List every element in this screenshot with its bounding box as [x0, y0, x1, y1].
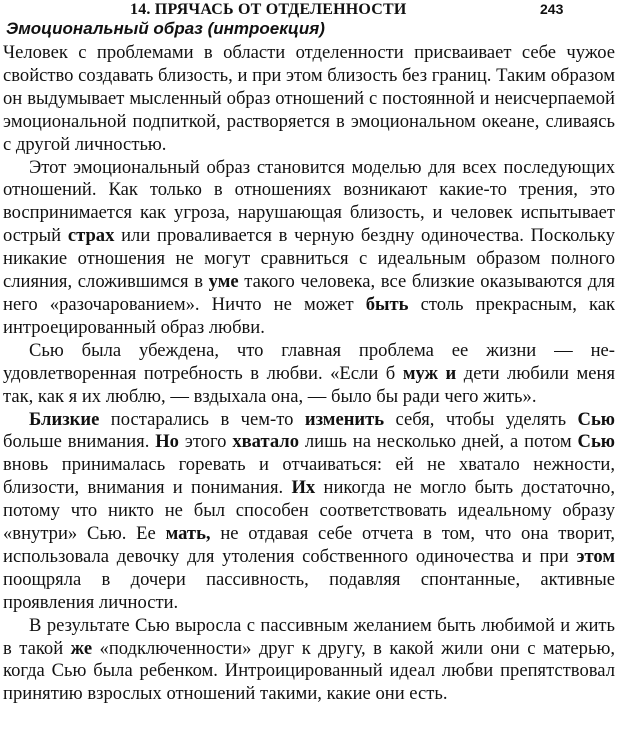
p1-text-1: Человек с проблемами в области отделенности присваивает себе чужое свойство создавать близость, и при этом близость без границ. Таким образом он выдумывает мысленный образ отношений с постоянной и неисчерпаемой эмоциональной подпиткой, растворяется в эмоциональном океане, сливаясь с другой личностью.: [3, 42, 615, 155]
p4-text-5: лишь на несколько дней, а потом: [299, 431, 578, 453]
p4-bold-7: Их: [291, 477, 316, 499]
p4-text-7: никогда не могло быть достаточно, потому что никто не был способен соответствовать идеальному образу «внутри» Сью. Ее: [3, 477, 615, 545]
p2-bold-1: страх: [67, 225, 115, 247]
paragraph-1: [3, 42, 615, 157]
p4-bold-3: Сью: [577, 408, 615, 430]
paragraph-4: [3, 409, 615, 615]
p4-text-1: постарались в чем-то: [99, 408, 305, 430]
p4-bold-5: хватало: [232, 431, 300, 453]
p4-text-2: себя, чтобы уделять: [384, 408, 578, 430]
p3-text-1: Сью была убеждена, что главная проблема ее жизни — не-удовлетворенная потребность в любви. «Если б: [3, 339, 615, 384]
paragraph-5: [3, 615, 615, 707]
p4-bold-4: Но: [155, 431, 179, 453]
p5-text-2: «подключенности» друг к другу, в какой жили они с матерью, когда Сью была ребенком. Интроицированный идеал любви препятствовал принятию взрослых отношений такими, какие они есть.: [3, 637, 615, 705]
p4-text-6: вновь принималась горевать и отчаиваться: ей не хватало нежности, близости, внимания и понимания.: [3, 454, 615, 499]
p4-bold-6: Сью: [577, 431, 615, 453]
p2-bold-2: уме: [208, 271, 239, 293]
p2-text-4: столь прекрасным, как интроецированный образ любви.: [3, 293, 615, 338]
p4-bold-1: Близкие: [29, 408, 100, 430]
p3-text-2: дети любили меня так, как я их люблю, — вздыхала она, — было бы ради чего жить».: [3, 362, 615, 407]
paragraph-2: [3, 157, 615, 340]
p4-bold-9: этом: [576, 545, 615, 567]
body-text: [3, 42, 615, 706]
p4-text-3: больше внимания.: [3, 431, 156, 453]
p2-text-3: такого человека, все близкие оказываются для него «разочарованием». Ничто не может: [3, 271, 615, 315]
section-title: Эмоциональный образ (интроекция): [6, 19, 325, 38]
p2-text-2: или проваливается в черную бездну одиночества. Поскольку никакие отношения не могут сравниться с идеальным образом полного слияния, сложившимся в: [3, 225, 615, 293]
p5-bold-1: же: [70, 637, 93, 659]
p2-text-1: Этот эмоциональный образ становится моделью для всех последующих отношений. Как только в отношениях возникают какие-то трения, это воспринимается как угроза, нарушающая близость, и человек испытывает острый: [3, 156, 615, 247]
p2-bold-3: быть: [365, 293, 409, 315]
paragraph-3: [3, 340, 615, 409]
p4-bold-8: мать,: [165, 523, 211, 545]
page-number: 243: [540, 1, 564, 17]
p4-text-4: этого: [178, 431, 233, 453]
p4-bold-2: изменить: [304, 408, 385, 430]
p5-text-1: В результате Сью выросла с пассивным желанием быть любимой и жить в такой: [3, 614, 615, 659]
p4-text-9: поощряла в дочери пассивность, подавляя спонтанные, активные проявления личности.: [3, 568, 615, 613]
chapter-title: 14. ПРЯЧАСЬ ОТ ОТДЕЛЕННОСТИ: [130, 1, 407, 18]
p4-text-8: не отдавая себе отчета в том, что она творит, использовала девочку для утоления собственного одиночества и при: [3, 523, 616, 567]
p3-bold-1: муж и: [402, 362, 457, 384]
